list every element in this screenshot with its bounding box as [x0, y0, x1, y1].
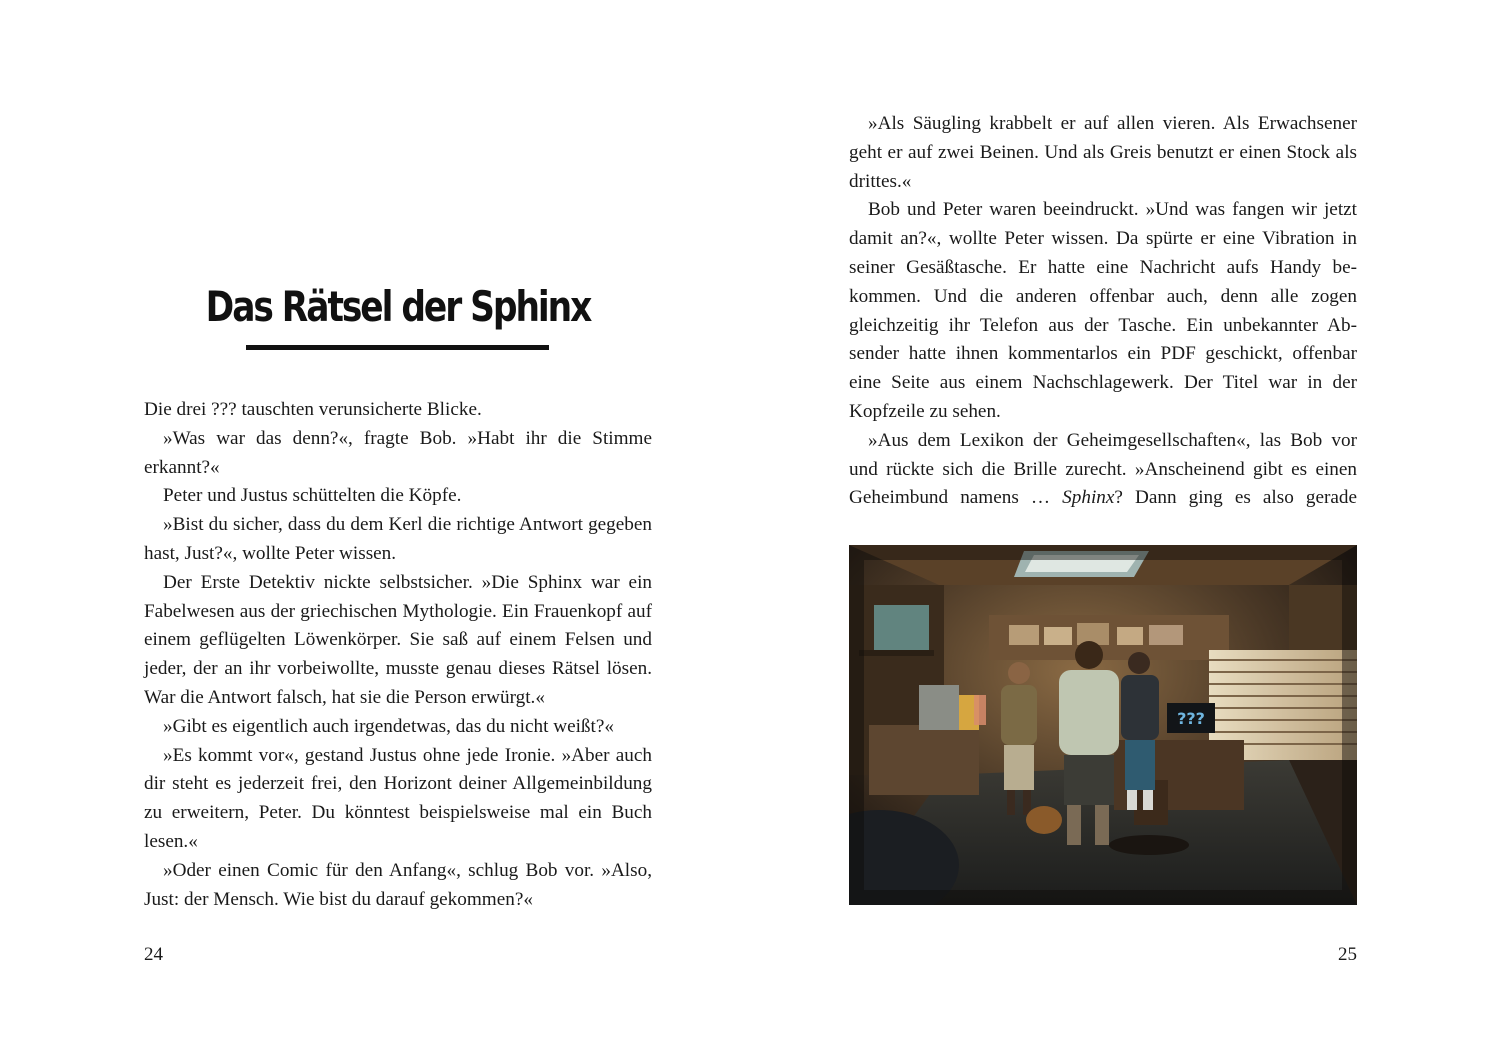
italic-word: Sphinx	[1062, 487, 1115, 509]
paragraph: Die drei ??? tauschten verunsicherte Blicke.	[144, 399, 482, 420]
paragraph	[849, 427, 1357, 513]
paragraph-text: »Aus dem Lexikon der Geheimgesellschaften«, las Bob vor und rückte sich die Brille zurecht. »Anscheinend gibt es einen Geheimbund namens …	[849, 429, 1357, 509]
paragraph-text: ? Dann ging es also gerade	[1114, 487, 1357, 509]
paragraph: »Gibt es eigentlich auch irgendetwas, das du nicht weißt?«	[163, 715, 614, 737]
left-window	[874, 605, 929, 650]
paragraph: Bob und Peter waren beeindruckt. »Und was fangen wir jetzt damit an?«, wollte Peter wissen. Da spürte er eine Vibration in seiner Gesäßtasche. Er hatte eine Nachricht aufs Handy bekommen. Und die anderen offenbar auch, denn alle zogen gleichzeitig ihr Telefon aus der Tasche. Ein unbekannter Absender hatte ihnen kommentarlos ein PDF geschickt, offenbar eine Seite aus einem Nachschlagewerk. Der Titel war in der Kopfzeile zu sehen.	[849, 199, 1357, 422]
paragraph: »Als Säugling krabbelt er auf allen vieren. Als Erwachsener geht er auf zwei Beinen. Und als Greis benutzt er einen Stock als drittes.«	[849, 113, 1357, 192]
title-underline	[246, 345, 549, 350]
page-number-right: 25	[1338, 944, 1357, 965]
headquarters-scene	[849, 545, 1357, 905]
illustration-photo	[849, 545, 1357, 905]
monitor-logo: ???	[1177, 709, 1205, 728]
microscope	[919, 685, 959, 730]
left-body-text	[144, 396, 652, 914]
chapter-title: Das Rätsel der Sphinx	[205, 282, 591, 331]
right-page	[750, 0, 1500, 1061]
paragraph: »Was war das denn?«, fragte Bob. »Habt ihr die Stimme erkannt?«	[144, 427, 652, 478]
paragraph: »Oder einen Comic für den Anfang«, schlug Bob vor. »Also, Just: der Mensch. Wie bist du darauf gekommen?«	[144, 859, 652, 910]
page-number-left: 24	[144, 944, 163, 965]
right-body-text	[849, 110, 1357, 513]
paragraph: »Bist du sicher, dass du dem Kerl die richtige Antwort gegeben hast, Just?«, wollte Peter wissen.	[144, 514, 652, 564]
paragraph: Der Erste Detektiv nickte selbstsicher. »Die Sphinx war ein Fabelwesen aus der griechischen Mythologie. Ein Frauenkopf auf einem geflügelten Löwenkörper. Sie saß auf einem Felsen und jeder, der an ihr vorbeiwollte, musste genau dieses Rätsel lösen. War die Antwort falsch, hat sie die Person erwürgt.«	[144, 571, 652, 708]
paragraph: Peter und Justus schüttelten die Köpfe.	[163, 485, 462, 507]
paragraph: »Es kommt vor«, gestand Justus ohne jede Ironie. »Aber auch dir steht es jederzeit frei, den Horizont deiner Allgemeinbildung zu erweitern, Peter. Du könntest beispielsweise mal ein Buch lesen.«	[144, 744, 652, 852]
